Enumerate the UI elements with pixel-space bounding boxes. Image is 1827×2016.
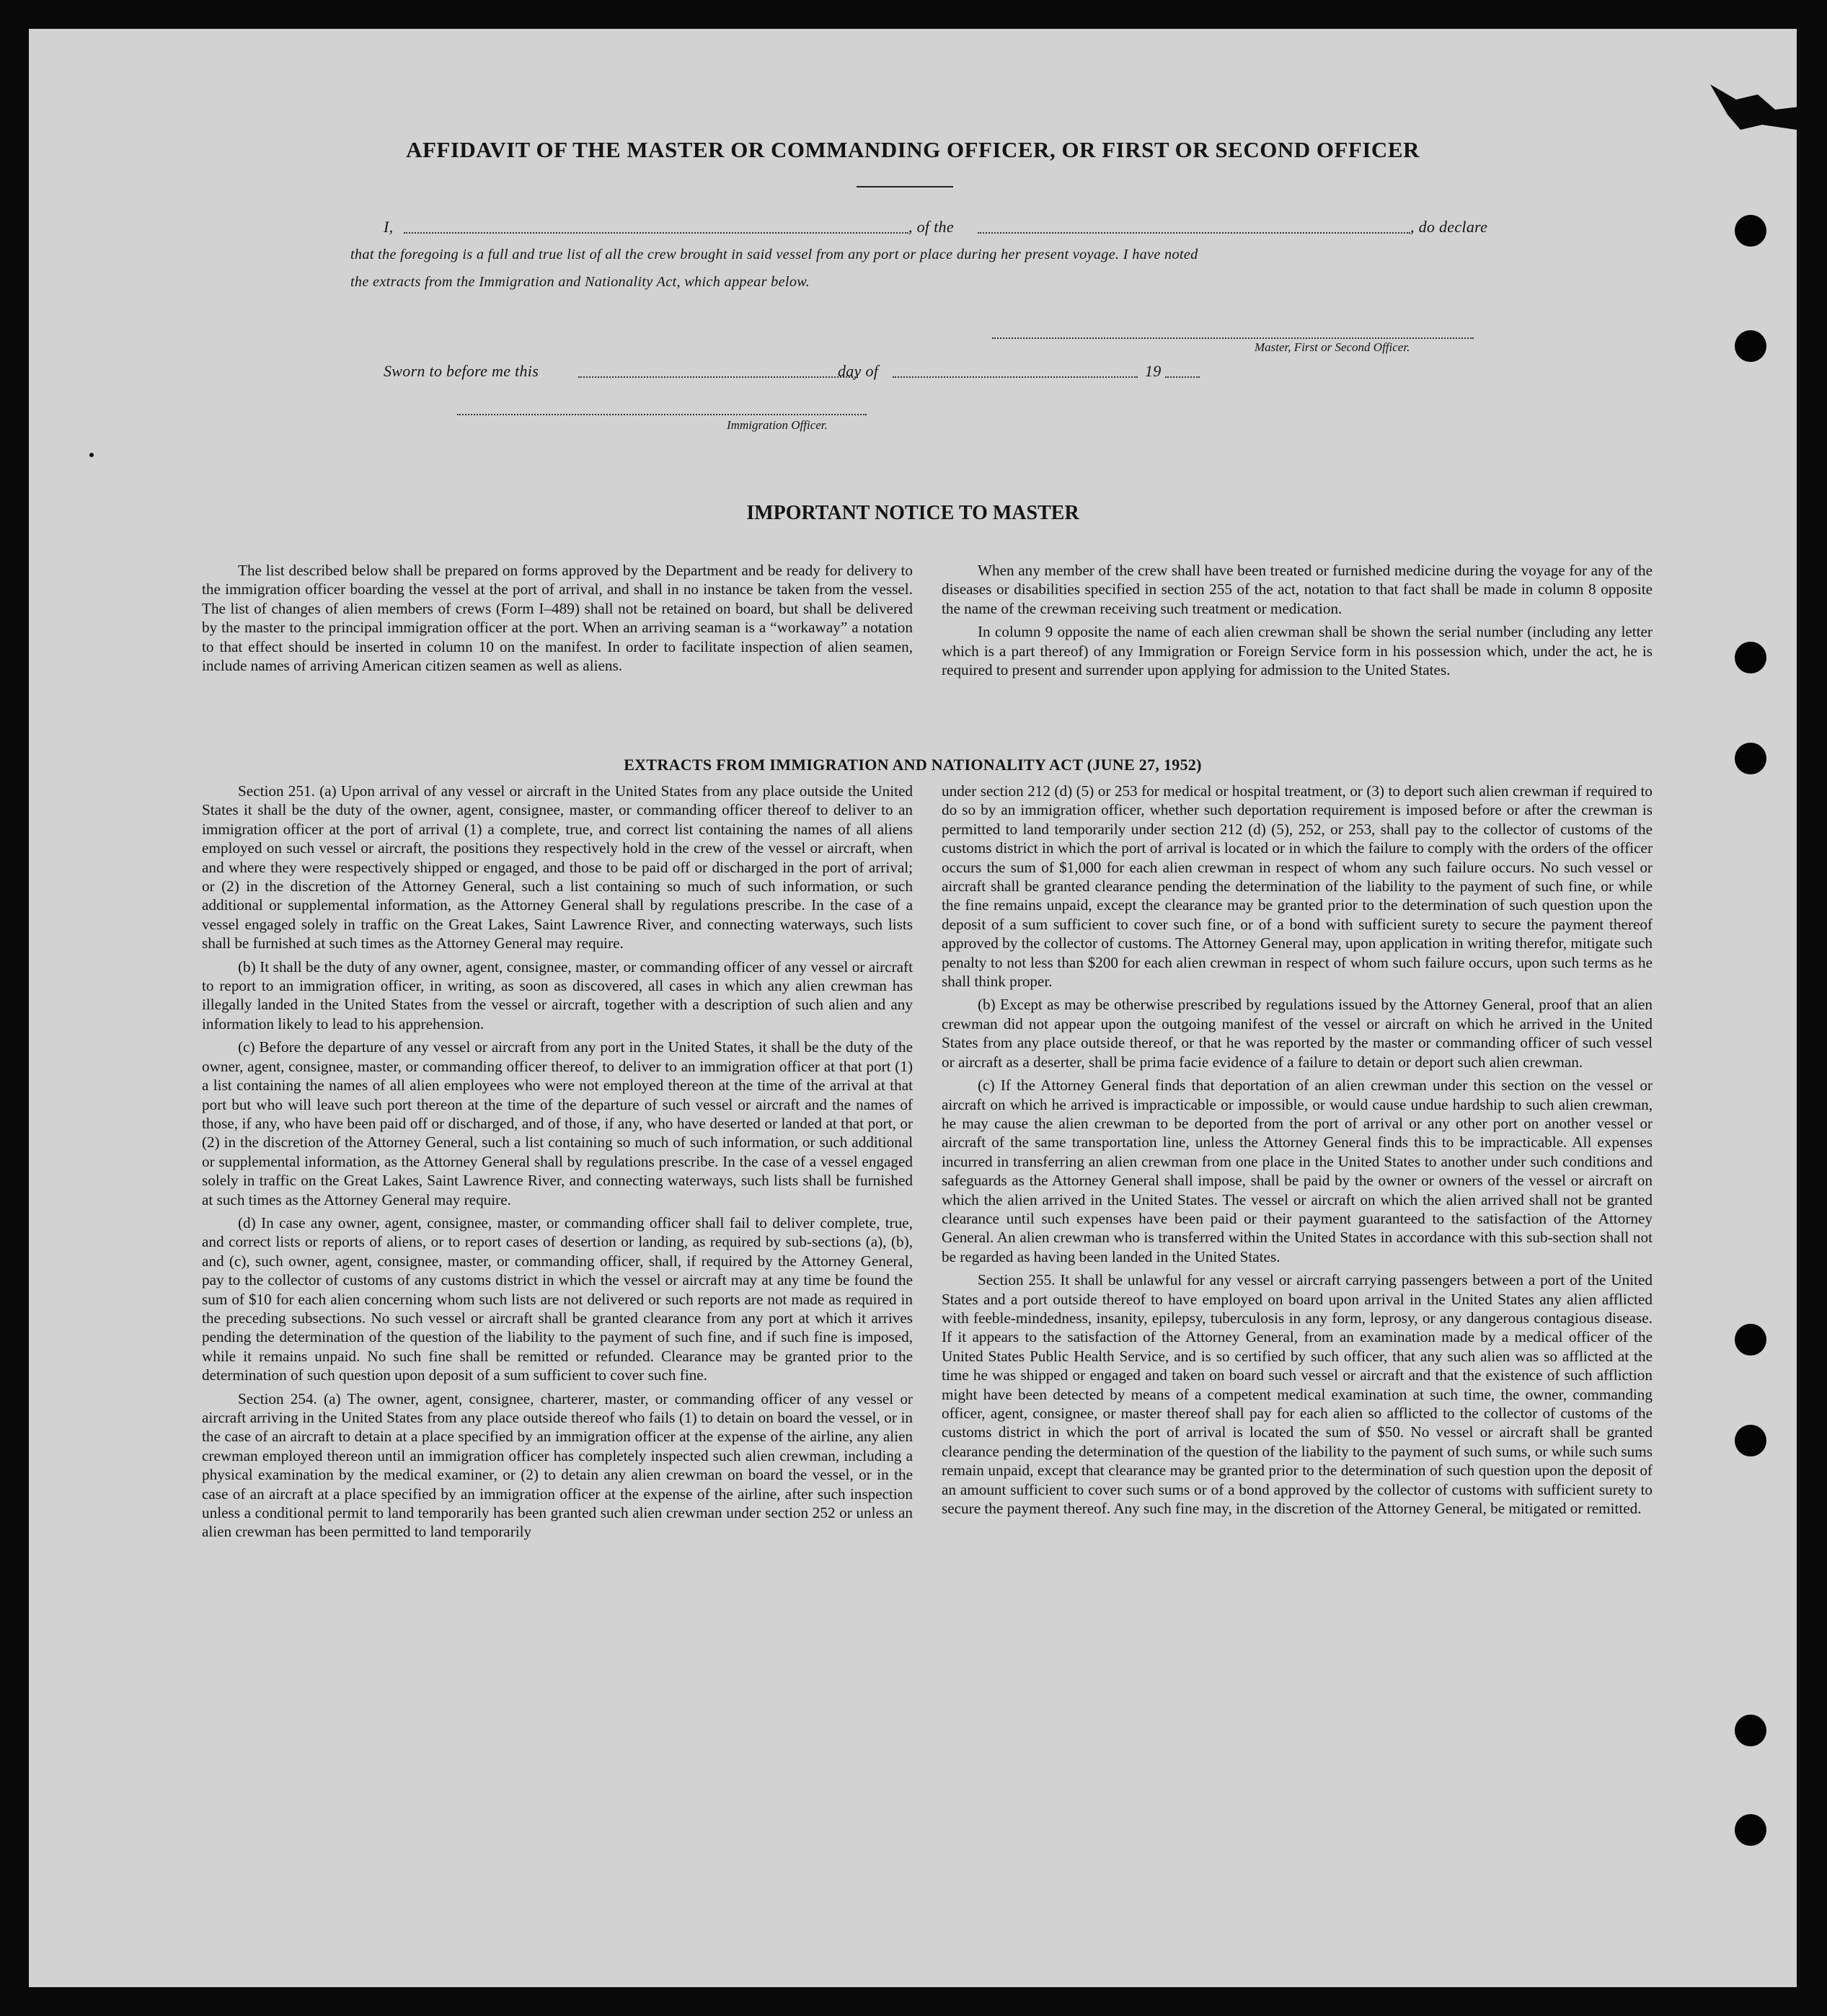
affidavit-statement-line1: that the foregoing is a full and true list of all the crew brought in said vessel from any port or place during her present voyage. I have noted bbox=[350, 247, 1198, 262]
officer-signature-blank[interactable] bbox=[457, 414, 867, 415]
notice-right-paragraph-2: In column 9 opposite the name of each alien crewman shall be shown the serial number (including any letter which is a part thereof) of any Immigration or Foreign Service form in his possession which, under the act, he is required to present and surrender upon applying for admission to the United States. bbox=[942, 623, 1653, 679]
notice-left-paragraph: The list described below shall be prepared on forms approved by the Department and be ready for delivery to the immigration officer boarding the vessel at the port of arrival, and shall in no instance be taken from the vessel. The list of changes of alien members of crews (Form I–489) shall not be retained on board, but shall be delivered by the master to the principal immigration officer at the port. When an arriving seaman is a “workaway” a notation to that effect should be inserted in column 10 on the manifest. In order to facilitate inspection of alien seamen, include names of arriving American citizen seamen as well as aliens. bbox=[202, 562, 913, 675]
day-of-label: day of bbox=[838, 362, 879, 380]
section-251-b: (b) It shall be the duty of any owner, agent, consignee, master, or commanding officer of any vessel or aircraft to report to an immigration officer, in writing, as soon as discovered, all cases in which any alien crewman has illegally landed in the United States from the vessel or aircraft, together with a description of such alien and any information likely to lead to his apprehension. bbox=[202, 958, 913, 1033]
binder-hole bbox=[1735, 215, 1766, 247]
affidavit-statement-line2: the extracts from the Immigration and Nationality Act, which appear below. bbox=[350, 274, 810, 290]
section-251-c: (c) Before the departure of any vessel or aircraft from any port in the United States, it shall be the duty of the owner, agent, consignee, master, or commanding officer thereof, to deliver to an immigration officer at that port (1) a list containing the names of all alien employees who were not employed thereon at the time of the arrival at that port but who will leave such port thereon at the time of the departure of such vessel or aircraft and the names of those, if any, who have been paid off or discharged, and of those, if any, who have deserted or landed at that port, or (2) in the discretion of the Attorney General, such a list containing so much of such information, or such additional or supplemental information, as the Attorney General shall by regulations prescribe. In the case of a vessel engaged solely in traffic on the Great Lakes, Saint Lawrence River, and connecting waterways, such lists shall be furnished at such times as the Attorney General may require. bbox=[202, 1038, 913, 1208]
i-label: I, bbox=[384, 218, 394, 236]
binder-hole bbox=[1735, 642, 1766, 673]
binder-hole bbox=[1735, 1425, 1766, 1456]
of-the-label: , of the bbox=[908, 218, 954, 236]
title-rule bbox=[857, 186, 953, 187]
section-251-a: Section 251. (a) Upon arrival of any vessel or aircraft in the United States from any place outside the United States it shall be the duty of the owner, agent, consignee, master, or commanding officer thereof to deliver to an immigration officer at the port of arrival (1) a complete, true, and correct list containing the names of all aliens employed on such vessel or aircraft, the positions they respectively hold in the crew of the vessel or aircraft, when and where they were respectively shipped or engaged, and those to be paid off or discharged in the port of arrival; or (2) in the discretion of the Attorney General, such a list containing so much of such information, or such additional or supplemental information, as the Attorney General shall by regulations prescribe. In the case of a vessel engaged solely in traffic on the Great Lakes, Saint Lawrence River, and connecting waterways, such lists shall be furnished at such times as the Attorney General may require. bbox=[202, 782, 913, 952]
master-signature-caption: Master, First or Second Officer. bbox=[1255, 340, 1410, 354]
do-declare-label: , do declare bbox=[1410, 218, 1488, 236]
binder-hole bbox=[1735, 1715, 1766, 1746]
binder-hole bbox=[1735, 1324, 1766, 1356]
notice-right-paragraph-1: When any member of the crew shall have been treated or furnished medicine during the voyage for any of the diseases or disabilities specified in section 255 of the act, notation to that fact shall be made in column 8 opposite the name of the crewman receiving such treatment or medication. bbox=[942, 562, 1653, 617]
extracts-title: EXTRACTS FROM IMMIGRATION AND NATIONALITY ACT (JUNE 27, 1952) bbox=[624, 756, 1202, 774]
sworn-month-blank[interactable] bbox=[893, 376, 1138, 378]
section-255: Section 255. It shall be unlawful for any vessel or aircraft carrying passengers between a port of the United States and a port outside thereof to have employed on board upon arrival in the United States any alien afflicted with feeble-mindedness, insanity, epilepsy, tuberculosis in any form, leprosy, or any dangerous contagious disease. If it appears to the satisfaction of the Attorney General, from an examination made by a medical officer of the United States Public Health Service, and is so certified by such officer, that any such alien was so afflicted at the time he was shipped or engaged and taken on board such vessel or aircraft and that the existence of such affliction might have been detected by means of a competent medical examination at such time, the owner, commanding officer, agent, consignee, or master thereof shall pay for each alien so afflicted to the collector of customs of the customs district in which the port of arrival is located the sum of $50. No vessel or aircraft shall be granted clearance pending the determination of the question of the liability to the payment of such sums, or while such sums remain unpaid, except that clearance may be granted prior to the determination of such question upon the deposit of an amount sufficient to cover such sums or of a bond approved by the collector of customs with sufficient surety to secure the payment thereof. Any such fine may, in the discretion of the Attorney General, be mitigated or remitted. bbox=[942, 1271, 1653, 1518]
extracts-right-column bbox=[942, 782, 1653, 1522]
document-page bbox=[29, 29, 1797, 1987]
binder-hole bbox=[1735, 743, 1766, 774]
name-blank[interactable] bbox=[404, 232, 908, 234]
binder-hole bbox=[1735, 1814, 1766, 1846]
section-254-b: (b) Except as may be otherwise prescribed by regulations issued by the Attorney General, proof that an alien crewman did not appear upon the outgoing manifest of the vessel or aircraft on which he arrived in the United States from any place outside thereof, or that he was reported by the master or commanding officer of such vessel or aircraft as a deserter, shall be prima facie evidence of a failure to detain or deport such alien crewman. bbox=[942, 996, 1653, 1071]
affidavit-title: AFFIDAVIT OF THE MASTER OR COMMANDING OFFICER, OR FIRST OR SECOND OFFICER bbox=[406, 137, 1420, 162]
officer-signature-caption: Immigration Officer. bbox=[727, 418, 828, 432]
section-251-d: (d) In case any owner, agent, consignee, master, or commanding officer shall fail to deliver complete, true, and correct lists or reports of aliens, or to report cases of desertion or landing, as required by sub-sections (a), (b), and (c), such owner, agent, consignee, master, or commanding officer, shall, if required by the Attorney General, pay to the collector of customs of any customs district in which the vessel or aircraft may at any time be found the sum of $10 for each alien concerning whom such lists are not delivered or such reports are not made as required in the preceding subsections. No such vessel or aircraft shall be granted clearance from any port at which it arrives pending the determination of the question of the liability to the payment of such fine, and if such fine is imposed, while it remains unpaid. No such fine shall be remitted or refunded. Clearance may be granted prior to the determination of such question upon deposit of a sum sufficient to cover such fine. bbox=[202, 1213, 913, 1384]
section-254-a-continued: under section 212 (d) (5) or 253 for medical or hospital treatment, or (3) to deport such alien crewman if required to do so by an immigration officer, whether such deportation requirement is imposed before or after the crewman is permitted to land temporarily under section 212 (d) (5), 252, or 253, shall pay to the collector of customs of the customs district in which the port of arrival is located or in which the failure to comply with the orders of the officer occurs the sum of $1,000 for each alien crewman in respect of whom any such failure occurs. No such vessel or aircraft shall be granted clearance pending the determination of the liability to the payment of such fine, or while the fine remains unpaid, except the clearance may be granted prior to the determination of such question upon the deposit of a sum sufficient to cover such fine, or of a bond with sufficient surety to secure the payment thereof approved by the collector of customs. The Attorney General may, upon application in writing therefor, mitigate such penalty to not less than $200 for each alien crewman in respect of whom such failure occurs, upon such terms as he shall think proper. bbox=[942, 782, 1653, 991]
extracts-left-column bbox=[202, 782, 913, 1546]
notice-title: IMPORTANT NOTICE TO MASTER bbox=[746, 502, 1079, 524]
vessel-blank[interactable] bbox=[978, 232, 1410, 234]
binder-hole bbox=[1735, 330, 1766, 362]
sworn-label: Sworn to before me this bbox=[384, 362, 539, 380]
sworn-year-blank[interactable] bbox=[1165, 376, 1200, 378]
section-254-a: Section 254. (a) The owner, agent, consignee, charterer, master, or commanding officer of any vessel or aircraft arriving in the United States from any place outside thereof who fails (1) to detain on board the vessel, or in the case of an aircraft to detain at a place specified by an immigration officer at the expense of the airline, any alien crewman employed thereon until an immigration officer has completely inspected such alien crewman, including a physical examination by the medical examiner, or (2) to detain any alien crewman on board the vessel, or in the case of an aircraft at a place specified by an immigration officer at the expense of the airline, after such inspection unless a conditional permit to land temporarily has been granted such alien crewman under section 252 or unless an alien crewman has been permitted to land temporarily bbox=[202, 1389, 913, 1541]
section-254-c: (c) If the Attorney General finds that deportation of an alien crewman under this section on the vessel or aircraft on which he arrived is impracticable or impossible, or would cause undue hardship to such alien crewman, he may cause the alien crewman to be deported from the port of arrival or any other port on another vessel or aircraft of the same transportation line, unless the Attorney General finds this to be impracticable. All expenses incurred in transferring an alien crewman from one place in the United States to another under such conditions and safeguards as the Attorney General shall impose, shall be paid by the owner or owners of the vessel or aircraft on which the alien arrived in the United States. The vessel or aircraft on which the alien arrived shall not be granted clearance until such expenses have been paid or their payment guaranteed to the satisfaction of the Attorney General. An alien crewman who is transferred within the United States in accordance with this sub-section shall not be regarded as having been landed in the United States. bbox=[942, 1076, 1653, 1265]
ink-speck bbox=[89, 453, 94, 457]
notice-left-column bbox=[202, 561, 913, 679]
torn-corner bbox=[1710, 79, 1797, 130]
year-label: 19 bbox=[1145, 362, 1162, 380]
sworn-day-blank[interactable] bbox=[578, 376, 858, 378]
master-signature-blank[interactable] bbox=[992, 337, 1474, 339]
notice-right-column bbox=[942, 561, 1653, 684]
